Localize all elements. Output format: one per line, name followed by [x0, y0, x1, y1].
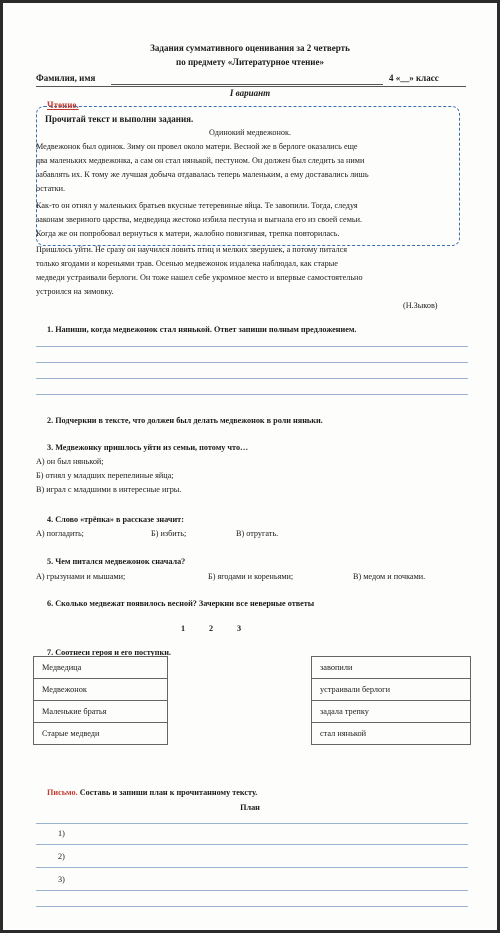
q6-number-1[interactable]: 1: [181, 624, 186, 633]
q3-option-a[interactable]: А) он был нянькой;: [36, 457, 104, 466]
table-row: [34, 701, 471, 723]
hero-cell[interactable]: Медвежонок: [34, 679, 168, 701]
title-line-2: по предмету «Литературное чтение»: [176, 57, 324, 67]
text-line: Медвежонок был одинок. Зиму он провел около матери. Весной же в берлоге оказались еще: [36, 142, 358, 151]
gap-cell: [168, 723, 312, 745]
q6-number-2[interactable]: 2: [209, 624, 214, 633]
text-line: устроился на зимовку.: [36, 287, 114, 296]
text-line: Пришлось уйти. Не сразу он научился ловить птиц и мелких зверушек, а потому питался: [36, 245, 347, 254]
action-cell[interactable]: завопили: [312, 657, 471, 679]
table-row: [34, 679, 471, 701]
plan-line[interactable]: [36, 823, 468, 824]
text-line: остатки.: [36, 184, 66, 193]
plan-item-1: 1): [58, 829, 65, 838]
header-divider: [36, 86, 466, 87]
gap-cell: [168, 701, 312, 723]
hero-cell[interactable]: Медведица: [34, 657, 168, 679]
q5-option-c[interactable]: В) медом и почками.: [353, 572, 426, 581]
text-line: два маленьких медвежонка, а сам он стал нянькой, пестуном. Он должен был следить за ними: [36, 156, 365, 165]
title-line-1: Задания суммативного оценивания за 2 четверть: [150, 43, 350, 53]
q3-option-c[interactable]: В) играл с младшими в интересные игры.: [36, 485, 182, 494]
plan-item-3: 3): [58, 875, 65, 884]
action-cell[interactable]: стал нянькой: [312, 723, 471, 745]
worksheet-page: [3, 3, 497, 930]
writing-instruction: Составь и запиши план к прочитанному тексту.: [79, 788, 258, 797]
hero-cell[interactable]: Маленькие братья: [34, 701, 168, 723]
answer-line[interactable]: [36, 394, 468, 395]
question-5: 5. Чем питался медвежонок сначала?: [47, 557, 186, 566]
question-2: 2. Подчеркни в тексте, что должен был делать медвежонок в роли няньки.: [47, 416, 323, 425]
writing-section-label: Письмо.: [47, 788, 78, 797]
answer-line[interactable]: [36, 378, 468, 379]
q5-option-b[interactable]: Б) ягодами и кореньями;: [208, 572, 294, 581]
class-label: 4 «__» класс: [389, 73, 439, 83]
gap-cell: [168, 679, 312, 701]
question-7: 7. Соотнеси героя и его поступки.: [47, 648, 171, 657]
plan-title: План: [240, 803, 260, 812]
q3-option-b[interactable]: Б) отнял у младших перепелиные яйца;: [36, 471, 174, 480]
text-title: Одинокий медвежонок.: [209, 128, 291, 137]
action-cell[interactable]: задала трепку: [312, 701, 471, 723]
text-line: Как-то он отнял у маленьких братьев вкусные тетеревиные яйца. Те завопили. Тогда, следуя: [36, 201, 358, 210]
q6-number-3[interactable]: 3: [237, 624, 242, 633]
text-line: забавлять их. К тому же лучшая добыча отдавалась теперь маленьким, а ему доставались лишь: [36, 170, 369, 179]
answer-line[interactable]: [36, 346, 468, 347]
action-cell[interactable]: устраивали берлоги: [312, 679, 471, 701]
table-row: [34, 723, 471, 745]
q4-option-b[interactable]: Б) избить;: [151, 529, 187, 538]
variant-label: I вариант: [229, 88, 271, 98]
gap-cell: [168, 657, 312, 679]
q4-option-c[interactable]: В) отругать.: [236, 529, 279, 538]
q5-option-a[interactable]: А) грызунами и мышами;: [36, 572, 126, 581]
text-line: Когда же он попробовал вернуться к матери, жалобно повизгивая, трепка повторилась.: [36, 229, 340, 238]
plan-item-2: 2): [58, 852, 65, 861]
text-line: медведи устраивали берлоги. Он тоже нашел себе укромное место и впервые самостоятельно: [36, 273, 363, 282]
plan-line[interactable]: [36, 867, 468, 868]
question-1: 1. Напиши, когда медвежонок стал нянькой. Ответ запиши полным предложением.: [47, 325, 357, 334]
reading-section-label: Чтение.: [47, 100, 79, 110]
q4-option-a[interactable]: А) погладить;: [36, 529, 84, 538]
reading-instruction: Прочитай текст и выполни задания.: [45, 114, 194, 124]
hero-cell[interactable]: Старые медведи: [34, 723, 168, 745]
plan-line[interactable]: [36, 906, 468, 907]
matching-table: [33, 656, 471, 745]
table-row: [34, 657, 471, 679]
writing-heading: [47, 788, 257, 797]
text-line: законам звериного царства, медведица жестоко избила пестуна и выгнала его из своей семьи.: [36, 215, 363, 224]
plan-line[interactable]: [36, 844, 468, 845]
name-label: Фамилия, имя: [36, 73, 96, 83]
question-3: 3. Медвежонку пришлось уйти из семьи, потому что…: [47, 443, 249, 452]
name-line: [111, 84, 383, 85]
author: (Н.Зыков): [403, 301, 438, 310]
question-4: 4. Слово «трёпка» в рассказе значит:: [47, 515, 184, 524]
answer-line[interactable]: [36, 362, 468, 363]
question-6: 6. Сколько медвежат появилось весной? Зачеркни все неверные ответы: [47, 599, 315, 608]
text-line: только ягодами и кореньями трав. Осенью медвежонок издалека наблюдал, как старые: [36, 259, 338, 268]
plan-line[interactable]: [36, 890, 468, 891]
